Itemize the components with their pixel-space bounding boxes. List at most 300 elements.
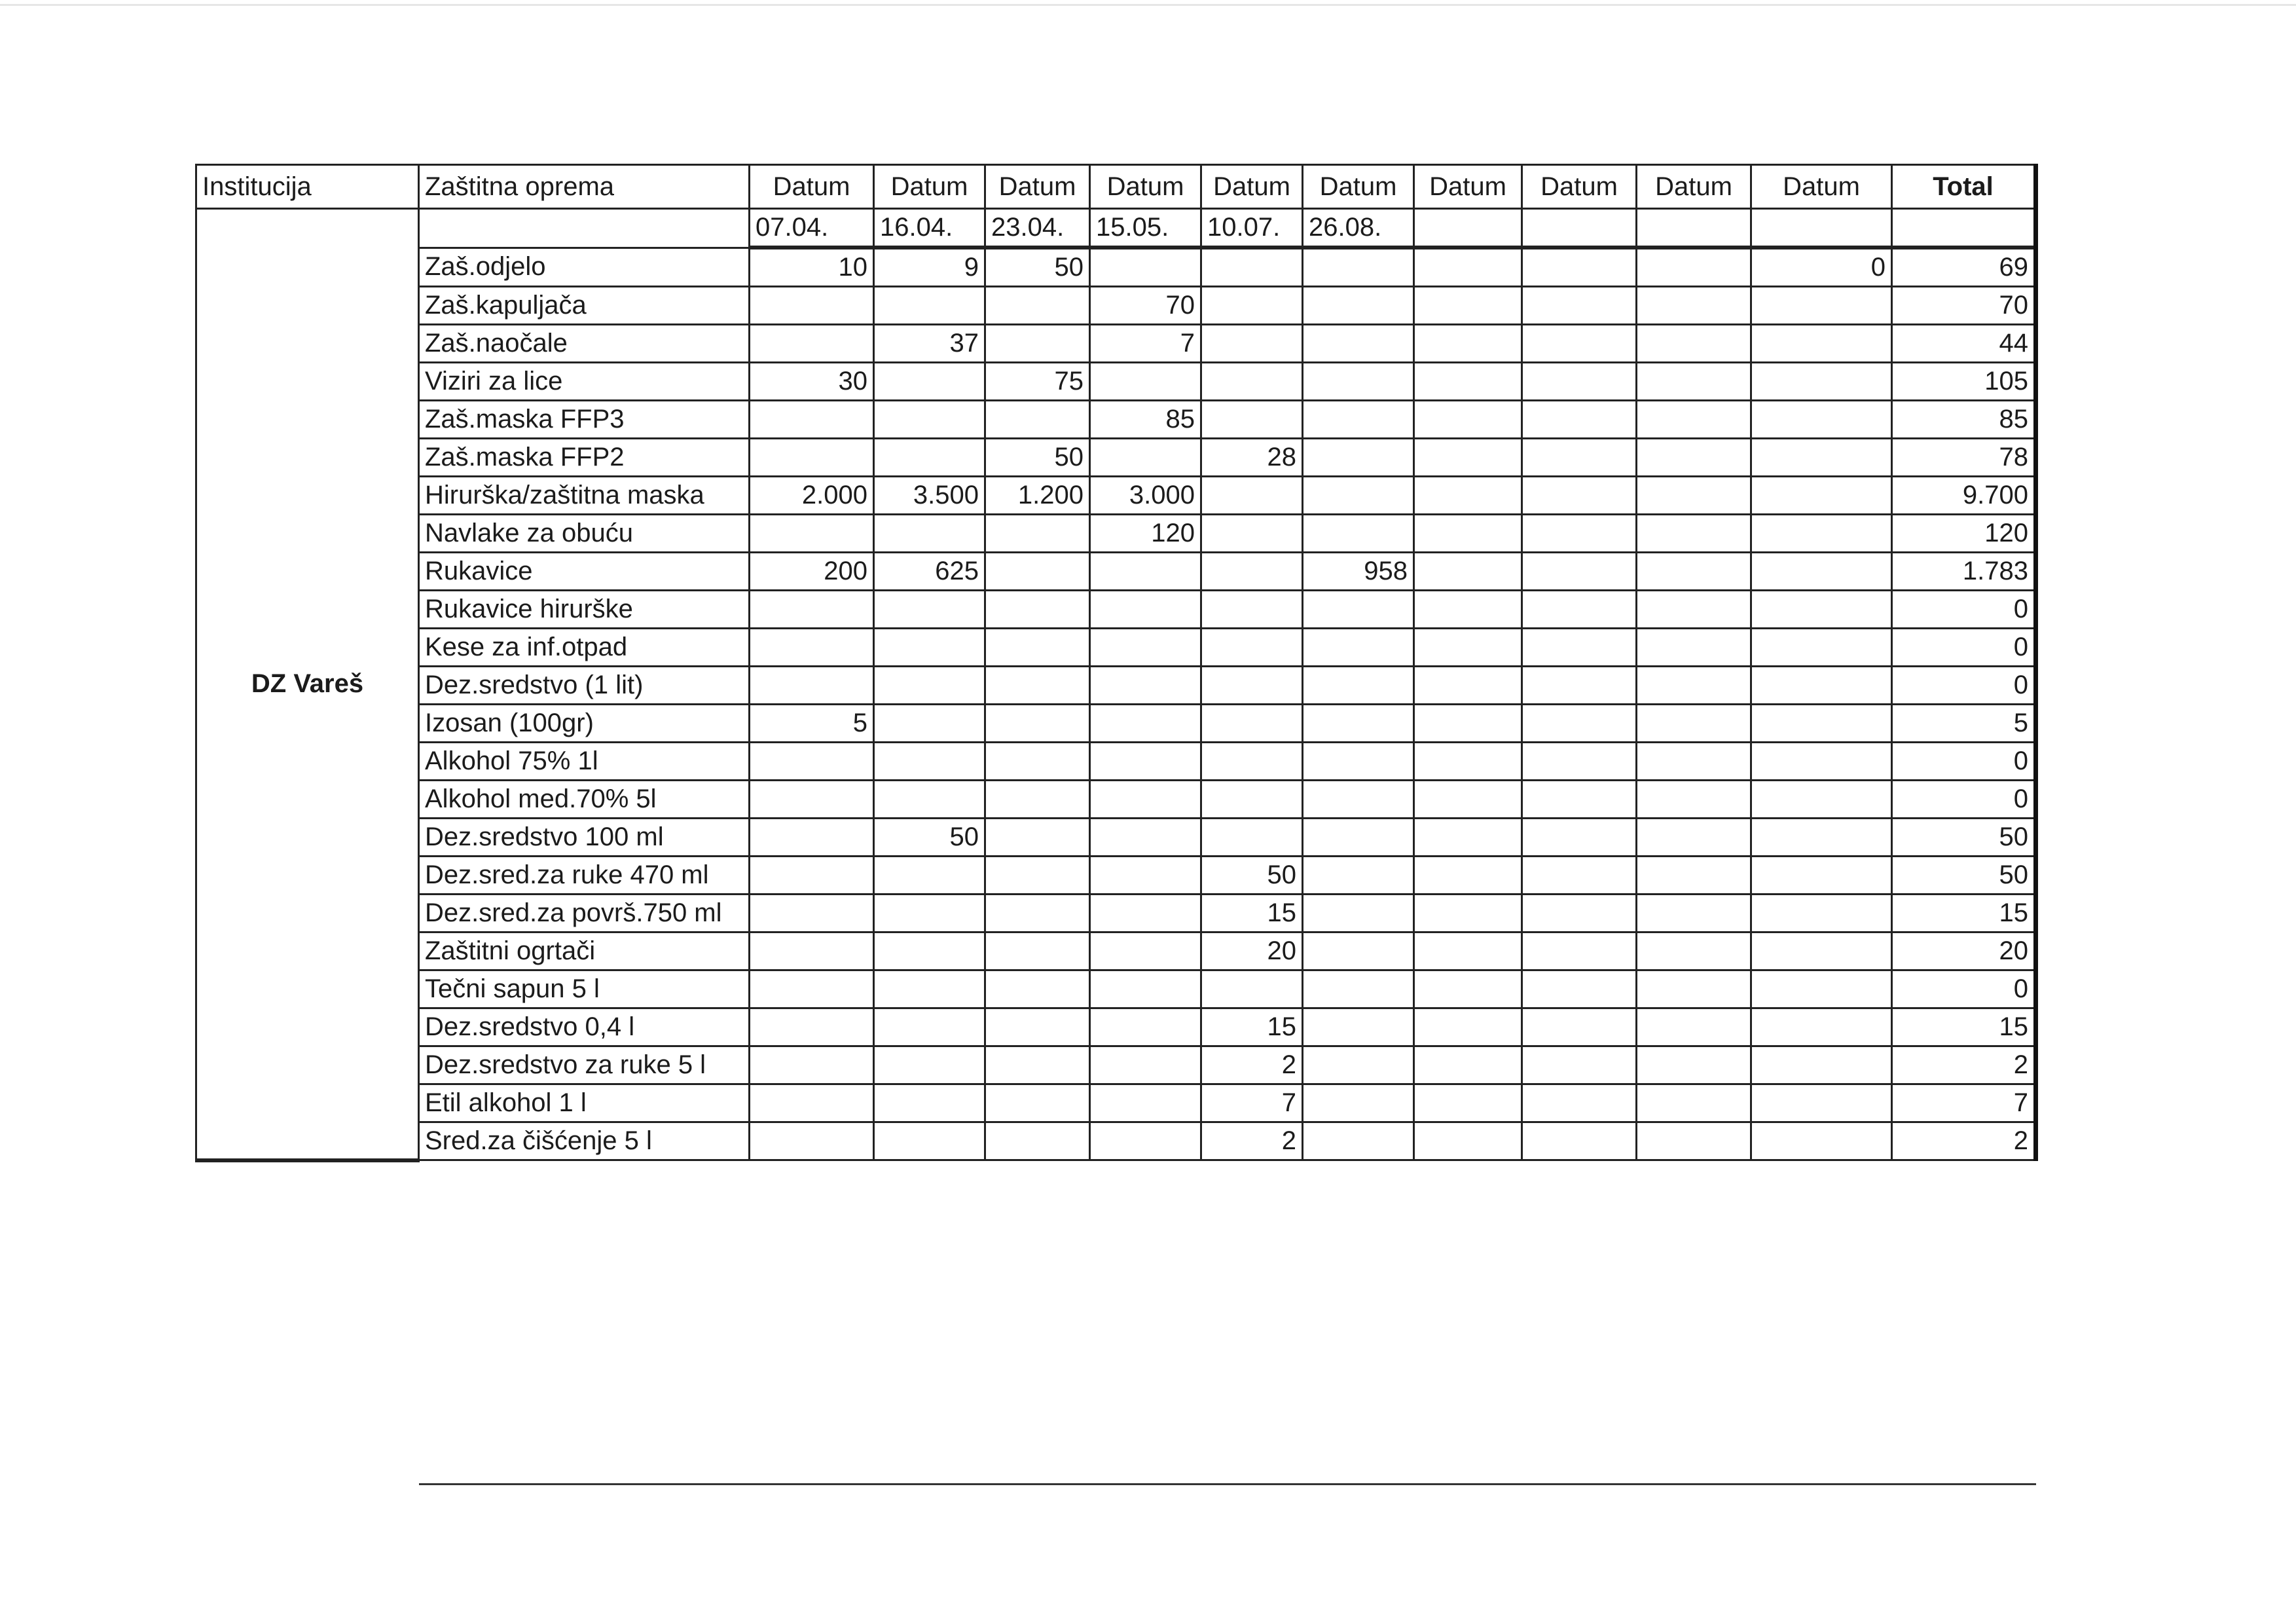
quantity-cell	[1637, 401, 1751, 439]
quantity-cell: 958	[1303, 553, 1414, 591]
table-row	[196, 1008, 2036, 1046]
table-row	[196, 439, 2036, 477]
table-row	[196, 819, 2036, 857]
header-institution: Institucija	[196, 165, 419, 209]
quantity-cell	[1414, 591, 1522, 629]
quantity-cell	[1414, 895, 1522, 932]
quantity-cell	[1090, 439, 1201, 477]
quantity-cell	[750, 287, 874, 325]
quantity-cell	[1303, 629, 1414, 667]
quantity-cell	[1522, 857, 1637, 895]
equipment-item: Dez.sred.za ruke 470 ml	[419, 857, 750, 895]
quantity-cell	[1201, 819, 1303, 857]
quantity-cell	[1522, 781, 1637, 819]
quantity-cell	[1303, 591, 1414, 629]
quantity-cell	[874, 401, 985, 439]
quantity-cell	[1303, 439, 1414, 477]
table-row	[196, 629, 2036, 667]
quantity-cell	[985, 325, 1090, 363]
quantity-cell	[1201, 781, 1303, 819]
quantity-cell	[1303, 325, 1414, 363]
quantity-cell	[1637, 857, 1751, 895]
quantity-cell	[1303, 1122, 1414, 1160]
quantity-cell	[1414, 515, 1522, 553]
quantity-cell	[750, 515, 874, 553]
quantity-cell	[1090, 1046, 1201, 1084]
quantity-cell	[1090, 705, 1201, 743]
quantity-cell	[750, 401, 874, 439]
quantity-cell: 10	[750, 248, 874, 287]
quantity-cell	[1414, 1084, 1522, 1122]
header-date: Datum	[1751, 165, 1892, 209]
quantity-cell	[1201, 970, 1303, 1008]
quantity-cell	[1090, 248, 1201, 287]
total-cell: 78	[1892, 439, 2036, 477]
quantity-cell	[750, 667, 874, 705]
total-cell: 69	[1892, 248, 2036, 287]
quantity-cell	[1090, 629, 1201, 667]
quantity-cell	[1414, 705, 1522, 743]
quantity-cell: 50	[874, 819, 985, 857]
quantity-cell	[1303, 667, 1414, 705]
quantity-cell: 3.000	[1090, 477, 1201, 515]
quantity-cell	[874, 895, 985, 932]
date-value	[1751, 209, 1892, 248]
quantity-cell	[1751, 629, 1892, 667]
quantity-cell	[1303, 363, 1414, 401]
table-row	[196, 667, 2036, 705]
quantity-cell	[1751, 325, 1892, 363]
total-cell: 1.783	[1892, 553, 2036, 591]
table-row	[196, 895, 2036, 932]
quantity-cell	[1637, 970, 1751, 1008]
quantity-cell	[1303, 857, 1414, 895]
quantity-cell	[1090, 895, 1201, 932]
quantity-cell: 7	[1201, 1084, 1303, 1122]
quantity-cell	[874, 1122, 985, 1160]
total-cell: 9.700	[1892, 477, 2036, 515]
date-value: 07.04.	[750, 209, 874, 248]
quantity-cell	[1522, 325, 1637, 363]
quantity-cell	[1751, 970, 1892, 1008]
equipment-item: Kese za inf.otpad	[419, 629, 750, 667]
quantity-cell	[750, 819, 874, 857]
quantity-cell	[985, 743, 1090, 781]
quantity-cell	[1637, 477, 1751, 515]
quantity-cell: 2	[1201, 1122, 1303, 1160]
quantity-cell	[874, 363, 985, 401]
quantity-cell	[985, 857, 1090, 895]
header-date: Datum	[750, 165, 874, 209]
quantity-cell	[1414, 477, 1522, 515]
equipment-item: Izosan (100gr)	[419, 705, 750, 743]
quantity-cell: 20	[1201, 932, 1303, 970]
quantity-cell: 1.200	[985, 477, 1090, 515]
total-cell: 0	[1892, 970, 2036, 1008]
quantity-cell	[1522, 667, 1637, 705]
quantity-cell: 75	[985, 363, 1090, 401]
quantity-cell	[1201, 325, 1303, 363]
quantity-cell	[1303, 287, 1414, 325]
quantity-cell	[1637, 895, 1751, 932]
quantity-cell	[1637, 629, 1751, 667]
header-equipment: Zaštitna oprema	[419, 165, 750, 209]
table-row	[196, 781, 2036, 819]
quantity-cell	[1637, 819, 1751, 857]
quantity-cell	[1522, 363, 1637, 401]
quantity-cell	[1303, 970, 1414, 1008]
total-cell: 15	[1892, 1008, 2036, 1046]
quantity-cell	[1751, 1122, 1892, 1160]
quantity-cell	[1303, 401, 1414, 439]
quantity-cell	[1637, 325, 1751, 363]
quantity-cell	[1201, 401, 1303, 439]
quantity-cell	[1637, 1046, 1751, 1084]
quantity-cell	[1751, 743, 1892, 781]
quantity-cell	[874, 932, 985, 970]
table-row	[196, 325, 2036, 363]
quantity-cell	[750, 1008, 874, 1046]
quantity-cell	[1201, 705, 1303, 743]
quantity-cell	[874, 857, 985, 895]
quantity-cell	[1303, 1084, 1414, 1122]
header-date: Datum	[1414, 165, 1522, 209]
quantity-cell	[874, 781, 985, 819]
equipment-item: Sred.za čišćenje 5 l	[419, 1122, 750, 1160]
quantity-cell	[1522, 248, 1637, 287]
equipment-item: Zaš.odjelo	[419, 248, 750, 287]
quantity-cell	[985, 1122, 1090, 1160]
equipment-item: Dez.sred.za površ.750 ml	[419, 895, 750, 932]
quantity-cell	[1751, 819, 1892, 857]
header-date: Datum	[1522, 165, 1637, 209]
quantity-cell	[750, 970, 874, 1008]
quantity-cell	[1637, 1084, 1751, 1122]
quantity-cell	[750, 781, 874, 819]
quantity-cell	[1414, 629, 1522, 667]
quantity-cell	[985, 819, 1090, 857]
total-cell: 15	[1892, 895, 2036, 932]
quantity-cell	[1414, 325, 1522, 363]
quantity-cell	[1303, 932, 1414, 970]
quantity-cell	[874, 515, 985, 553]
date-row-blank	[419, 209, 750, 248]
quantity-cell	[1090, 857, 1201, 895]
quantity-cell	[750, 1046, 874, 1084]
total-cell: 105	[1892, 363, 2036, 401]
table-row	[196, 591, 2036, 629]
total-cell: 120	[1892, 515, 2036, 553]
quantity-cell	[874, 1008, 985, 1046]
quantity-cell: 7	[1090, 325, 1201, 363]
quantity-cell	[1414, 857, 1522, 895]
quantity-cell	[1637, 1008, 1751, 1046]
quantity-cell: 50	[985, 248, 1090, 287]
quantity-cell: 50	[1201, 857, 1303, 895]
quantity-cell	[1090, 743, 1201, 781]
quantity-cell	[985, 401, 1090, 439]
quantity-cell	[750, 857, 874, 895]
date-value: 15.05.	[1090, 209, 1201, 248]
equipment-item: Dez.sredstvo 100 ml	[419, 819, 750, 857]
quantity-cell	[750, 325, 874, 363]
quantity-cell	[1637, 287, 1751, 325]
quantity-cell: 625	[874, 553, 985, 591]
equipment-item: Tečni sapun 5 l	[419, 970, 750, 1008]
total-cell: 50	[1892, 819, 2036, 857]
quantity-cell: 120	[1090, 515, 1201, 553]
table-row	[196, 287, 2036, 325]
quantity-cell	[1522, 895, 1637, 932]
quantity-cell: 28	[1201, 439, 1303, 477]
quantity-cell	[750, 439, 874, 477]
quantity-cell	[1637, 705, 1751, 743]
quantity-cell	[1637, 439, 1751, 477]
quantity-cell	[985, 1084, 1090, 1122]
quantity-cell	[874, 1084, 985, 1122]
quantity-cell	[1522, 515, 1637, 553]
date-value	[1414, 209, 1522, 248]
equipment-item: Rukavice	[419, 553, 750, 591]
quantity-cell	[1303, 515, 1414, 553]
quantity-cell	[985, 705, 1090, 743]
quantity-cell	[1414, 287, 1522, 325]
total-cell: 85	[1892, 401, 2036, 439]
header-date: Datum	[874, 165, 985, 209]
date-value: 26.08.	[1303, 209, 1414, 248]
quantity-cell	[1637, 248, 1751, 287]
quantity-cell	[1522, 591, 1637, 629]
quantity-cell	[1522, 1084, 1637, 1122]
quantity-cell	[1522, 1046, 1637, 1084]
quantity-cell	[1522, 970, 1637, 1008]
quantity-cell	[874, 287, 985, 325]
quantity-cell	[1303, 248, 1414, 287]
quantity-cell	[1414, 743, 1522, 781]
quantity-cell	[1522, 743, 1637, 781]
quantity-cell	[1090, 1122, 1201, 1160]
table-row	[196, 1046, 2036, 1084]
equipment-item: Alkohol med.70% 5l	[419, 781, 750, 819]
table-row	[196, 1122, 2036, 1160]
quantity-cell	[874, 1046, 985, 1084]
quantity-cell: 70	[1090, 287, 1201, 325]
equipment-item: Zaštitni ogrtači	[419, 932, 750, 970]
table-row	[196, 515, 2036, 553]
quantity-cell	[1637, 553, 1751, 591]
quantity-cell	[985, 515, 1090, 553]
quantity-cell	[985, 1008, 1090, 1046]
equipment-item: Zaš.maska FFP3	[419, 401, 750, 439]
quantity-cell	[1522, 401, 1637, 439]
date-value	[1637, 209, 1751, 248]
quantity-cell	[985, 629, 1090, 667]
quantity-cell	[1414, 932, 1522, 970]
equipment-table	[195, 164, 2038, 1162]
total-cell: 50	[1892, 857, 2036, 895]
quantity-cell	[1751, 591, 1892, 629]
quantity-cell	[1303, 1008, 1414, 1046]
date-value: 10.07.	[1201, 209, 1303, 248]
quantity-cell	[1751, 1084, 1892, 1122]
quantity-cell	[1751, 401, 1892, 439]
date-value: 16.04.	[874, 209, 985, 248]
quantity-cell	[1751, 857, 1892, 895]
quantity-cell	[750, 1084, 874, 1122]
quantity-cell	[1751, 705, 1892, 743]
quantity-cell	[1522, 629, 1637, 667]
quantity-cell	[985, 1046, 1090, 1084]
equipment-item: Zaš.kapuljača	[419, 287, 750, 325]
quantity-cell	[1090, 781, 1201, 819]
equipment-item: Etil alkohol 1 l	[419, 1084, 750, 1122]
quantity-cell	[1751, 515, 1892, 553]
quantity-cell	[1090, 932, 1201, 970]
total-cell: 0	[1892, 629, 2036, 667]
quantity-cell	[985, 553, 1090, 591]
quantity-cell	[1414, 553, 1522, 591]
quantity-cell: 15	[1201, 1008, 1303, 1046]
quantity-cell	[1303, 781, 1414, 819]
quantity-cell: 2.000	[750, 477, 874, 515]
quantity-cell	[1637, 363, 1751, 401]
quantity-cell	[985, 667, 1090, 705]
quantity-cell	[750, 932, 874, 970]
quantity-cell	[1414, 667, 1522, 705]
quantity-cell	[985, 591, 1090, 629]
quantity-cell	[1090, 1008, 1201, 1046]
table-row	[196, 705, 2036, 743]
equipment-item: Viziri za lice	[419, 363, 750, 401]
table-row	[196, 477, 2036, 515]
quantity-cell	[1522, 439, 1637, 477]
quantity-cell: 9	[874, 248, 985, 287]
total-cell: 0	[1892, 743, 2036, 781]
table-row	[196, 553, 2036, 591]
quantity-cell	[874, 439, 985, 477]
quantity-cell	[1414, 1046, 1522, 1084]
quantity-cell	[1522, 287, 1637, 325]
quantity-cell	[750, 591, 874, 629]
date-row	[196, 209, 2036, 248]
quantity-cell	[1303, 743, 1414, 781]
total-cell: 2	[1892, 1046, 2036, 1084]
quantity-cell	[1303, 705, 1414, 743]
quantity-cell	[1751, 363, 1892, 401]
quantity-cell	[1303, 819, 1414, 857]
quantity-cell	[1201, 287, 1303, 325]
header-date: Datum	[1090, 165, 1201, 209]
quantity-cell	[1751, 667, 1892, 705]
table-row	[196, 932, 2036, 970]
header-total: Total	[1892, 165, 2036, 209]
quantity-cell	[1522, 1008, 1637, 1046]
quantity-cell	[750, 629, 874, 667]
quantity-cell	[1637, 591, 1751, 629]
table-row	[196, 248, 2036, 287]
quantity-cell: 50	[985, 439, 1090, 477]
quantity-cell	[1090, 363, 1201, 401]
table-row	[196, 857, 2036, 895]
date-value	[1522, 209, 1637, 248]
equipment-item: Zaš.maska FFP2	[419, 439, 750, 477]
institution-name: DZ Vareš	[196, 209, 419, 1160]
table-row	[196, 401, 2036, 439]
quantity-cell: 85	[1090, 401, 1201, 439]
quantity-cell	[1522, 705, 1637, 743]
quantity-cell	[1201, 743, 1303, 781]
header-date: Datum	[1637, 165, 1751, 209]
quantity-cell	[874, 667, 985, 705]
quantity-cell	[1751, 1046, 1892, 1084]
equipment-item: Hirurška/zaštitna maska	[419, 477, 750, 515]
quantity-cell	[750, 743, 874, 781]
quantity-cell	[1090, 553, 1201, 591]
quantity-cell	[1414, 1008, 1522, 1046]
equipment-item: Navlake za obuću	[419, 515, 750, 553]
quantity-cell	[1414, 970, 1522, 1008]
equipment-item: Dez.sredstvo (1 lit)	[419, 667, 750, 705]
table-row	[196, 743, 2036, 781]
total-cell: 0	[1892, 781, 2036, 819]
footer-rule	[419, 1483, 2036, 1485]
quantity-cell	[1090, 591, 1201, 629]
quantity-cell	[1303, 1046, 1414, 1084]
quantity-cell	[1751, 1008, 1892, 1046]
scan-edge	[0, 4, 2296, 6]
quantity-cell	[1522, 932, 1637, 970]
equipment-item: Zaš.naočale	[419, 325, 750, 363]
total-cell: 0	[1892, 591, 2036, 629]
quantity-cell	[1201, 591, 1303, 629]
quantity-cell	[1201, 248, 1303, 287]
quantity-cell	[1414, 401, 1522, 439]
quantity-cell	[1751, 439, 1892, 477]
total-cell: 70	[1892, 287, 2036, 325]
header-date: Datum	[1303, 165, 1414, 209]
header-date: Datum	[985, 165, 1090, 209]
quantity-cell	[1414, 781, 1522, 819]
quantity-cell	[1201, 477, 1303, 515]
total-cell: 5	[1892, 705, 2036, 743]
header-date: Datum	[1201, 165, 1303, 209]
quantity-cell	[1522, 477, 1637, 515]
quantity-cell	[1303, 477, 1414, 515]
quantity-cell: 5	[750, 705, 874, 743]
quantity-cell	[1522, 819, 1637, 857]
quantity-cell	[985, 970, 1090, 1008]
quantity-cell	[1201, 363, 1303, 401]
quantity-cell	[874, 970, 985, 1008]
quantity-cell	[985, 895, 1090, 932]
quantity-cell	[1090, 1084, 1201, 1122]
quantity-cell	[750, 895, 874, 932]
quantity-cell	[1637, 667, 1751, 705]
quantity-cell	[1414, 1122, 1522, 1160]
quantity-cell	[1751, 477, 1892, 515]
quantity-cell	[1637, 781, 1751, 819]
quantity-cell	[1303, 895, 1414, 932]
quantity-cell	[1201, 629, 1303, 667]
quantity-cell	[985, 781, 1090, 819]
quantity-cell	[874, 743, 985, 781]
quantity-cell	[1090, 667, 1201, 705]
quantity-cell: 30	[750, 363, 874, 401]
quantity-cell	[874, 591, 985, 629]
quantity-cell: 200	[750, 553, 874, 591]
total-cell: 2	[1892, 1122, 2036, 1160]
quantity-cell: 0	[1751, 248, 1892, 287]
